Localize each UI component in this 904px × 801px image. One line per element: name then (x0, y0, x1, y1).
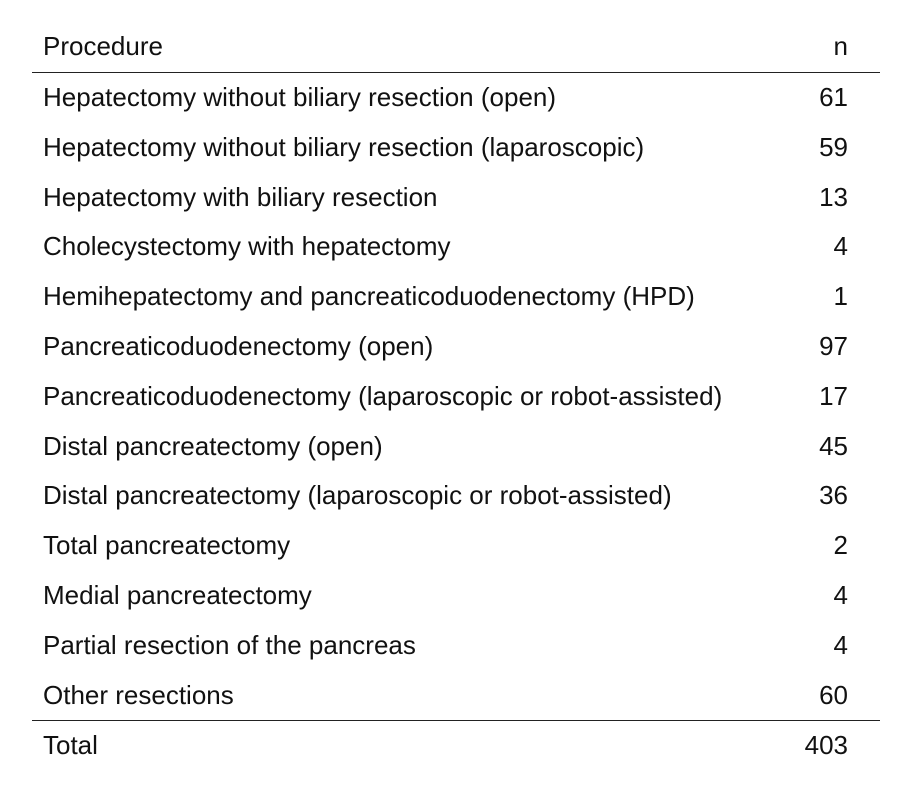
procedure-cell: Other resections (43, 679, 234, 710)
table-total-row (32, 720, 880, 771)
count-cell: 97 (819, 330, 848, 361)
procedure-cell: Cholecystectomy with hepatectomy (43, 231, 451, 262)
procedure-cell: Hepatectomy without biliary resection (laparoscopic) (43, 131, 645, 162)
procedure-cell: Total pancreatectomy (43, 530, 291, 561)
count-cell: 4 (833, 231, 848, 262)
table-row (32, 173, 880, 223)
table-row (32, 372, 880, 422)
table-row (32, 621, 880, 671)
table-row (32, 322, 880, 372)
header-n: n (833, 31, 848, 61)
count-cell: 36 (819, 480, 848, 511)
procedure-cell: Pancreaticoduodenectomy (laparoscopic or robot-assisted) (43, 380, 723, 411)
count-cell: 61 (819, 82, 848, 112)
procedure-table (32, 20, 880, 771)
table-row (32, 471, 880, 521)
count-cell: 45 (819, 430, 848, 461)
table-row (32, 123, 880, 173)
procedure-cell: Distal pancreatectomy (open) (43, 430, 383, 461)
table-row (32, 73, 880, 123)
count-cell: 4 (833, 579, 848, 610)
procedure-cell: Hepatectomy without biliary resection (open) (43, 82, 557, 112)
procedure-cell: Hepatectomy with biliary resection (43, 181, 438, 212)
count-cell: 1 (833, 281, 848, 312)
procedure-cell: Hemihepatectomy and pancreaticoduodenectomy (HPD) (43, 281, 695, 312)
table-row (32, 422, 880, 472)
table-row (32, 222, 880, 272)
count-cell: 59 (819, 131, 848, 162)
procedure-cell: Pancreaticoduodenectomy (open) (43, 330, 434, 361)
total-count: 403 (804, 730, 848, 761)
table-row (32, 671, 880, 721)
header-procedure: Procedure (43, 31, 163, 61)
table-header-row (32, 20, 880, 73)
table-row (32, 521, 880, 571)
table-row (32, 571, 880, 621)
procedure-cell: Medial pancreatectomy (43, 579, 312, 610)
count-cell: 60 (819, 679, 848, 710)
total-label: Total (43, 730, 98, 761)
procedure-cell: Partial resection of the pancreas (43, 629, 416, 660)
count-cell: 2 (833, 530, 848, 561)
count-cell: 4 (833, 629, 848, 660)
table-row (32, 272, 880, 322)
count-cell: 13 (819, 181, 848, 212)
count-cell: 17 (819, 380, 848, 411)
procedure-cell: Distal pancreatectomy (laparoscopic or robot-assisted) (43, 480, 672, 511)
